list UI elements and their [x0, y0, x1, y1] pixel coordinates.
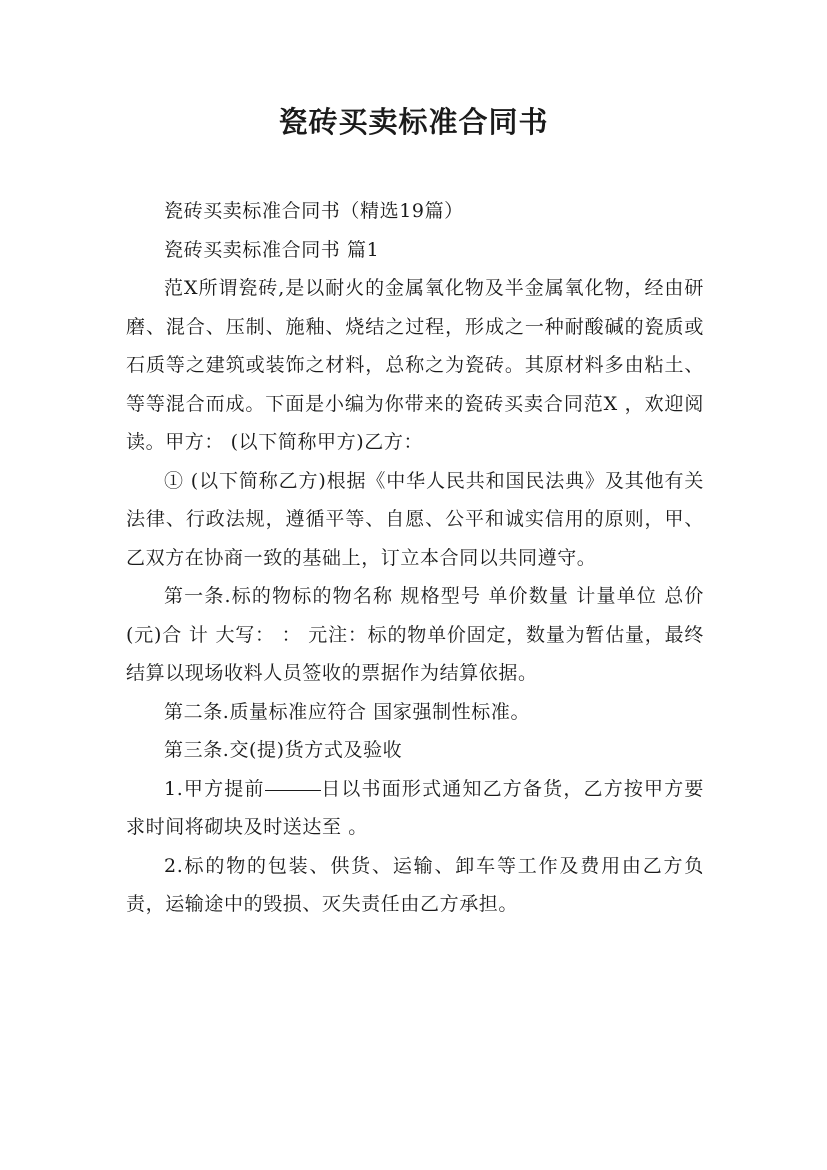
- paragraph-section-heading: 瓷砖买卖标准合同书 篇1: [164, 238, 380, 261]
- paragraph-parties: ① (以下简称乙方)根据《中华人民共和国民法典》及其他有关法律、行政法规，遵循平等、自愿、公平和诚实信用的原则，甲、乙双方在协商一致的基础上，订立本合同以共同遵守。: [126, 469, 704, 569]
- paragraph-article-1: 第一条.标的物标的物名称 规格型号 单价数量 计量单位 总价(元)合 计 大写： ： 元注：标的物单价固定，数量为暂估量，最终结算以现场收料人员签收的票据作为结算依据。: [126, 585, 704, 684]
- paragraph-delivery-notice: [126, 770, 704, 847]
- delivery-notice-start: 1.甲方提前: [164, 777, 265, 800]
- paragraph-intro: 范X所谓瓷砖,是以耐火的金属氧化物及半金属氧化物，经由研磨、混合、压制、施釉、烧结之过程，形成之一种耐酸碱的瓷质或石质等之建筑或装饰之材料，总称之为瓷砖。其原材料多由粘土、等等混合而成。下面是小编为你带来的瓷砖买卖合同范X ，欢迎阅读。甲方： (以下简称甲方)乙方：: [126, 277, 704, 453]
- delivery-notice-end: 日以书面形式通知乙方备货，乙方按甲方要求时间将砌块及时送达至 。: [126, 777, 704, 838]
- paragraph-article-3: 第三条.交(提)货方式及验收: [164, 739, 403, 761]
- paragraph-subtitle: 瓷砖买卖标准合同书（精选19篇）: [164, 200, 464, 222]
- fill-in-blank: [265, 789, 321, 791]
- paragraph-packaging: 2.标的物的包装、供货、运输、卸车等工作及费用由乙方负责，运输途中的毁损、灭失责任由乙方承担。: [126, 854, 704, 915]
- paragraph-article-2: 第二条.质量标准应符合 国家强制性标准。: [164, 700, 531, 723]
- document-title: 瓷砖买卖标准合同书: [278, 105, 549, 139]
- document-body: [126, 192, 704, 924]
